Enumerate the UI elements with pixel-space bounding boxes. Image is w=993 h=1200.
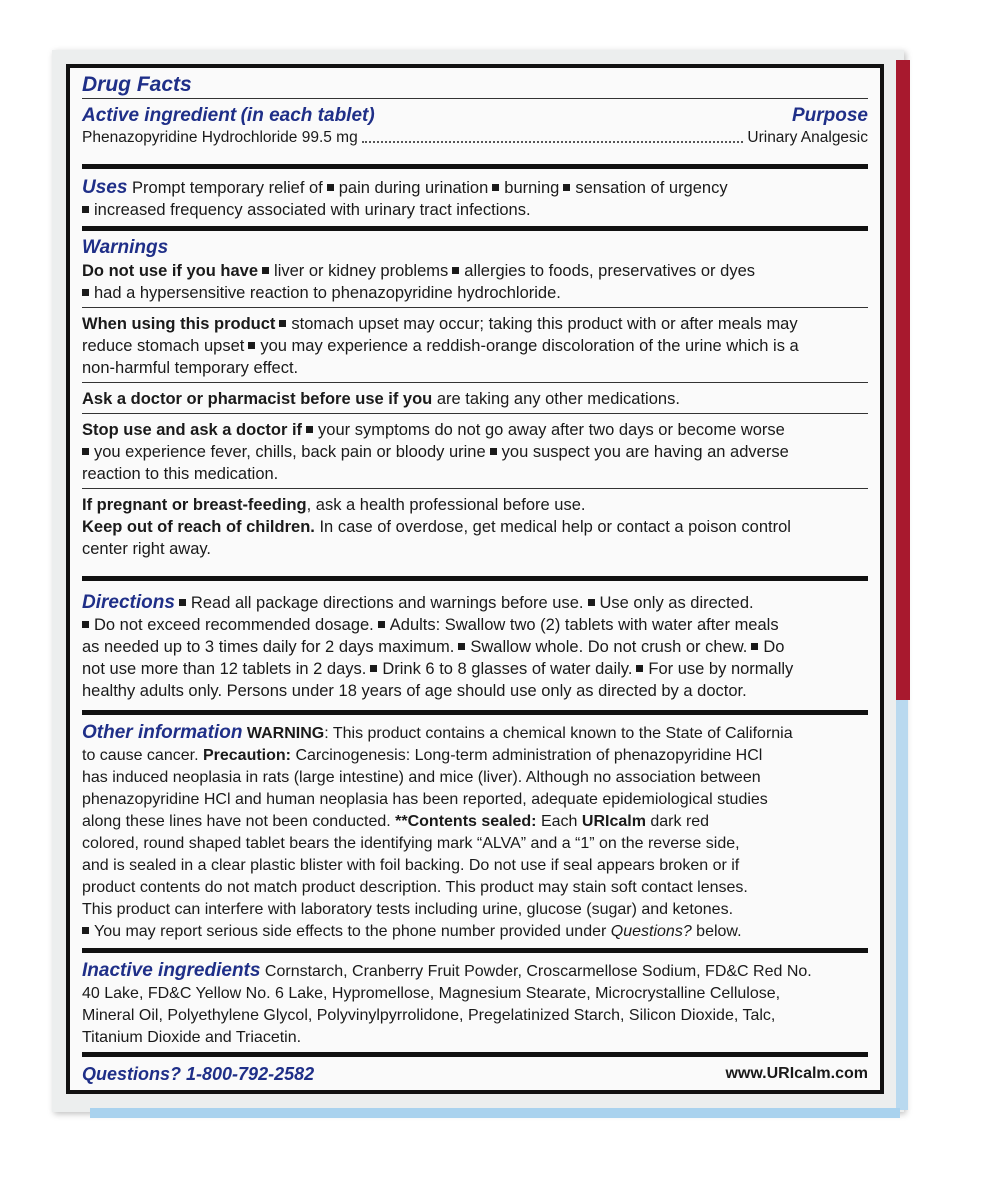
bullet-icon xyxy=(262,267,269,274)
bullet-icon xyxy=(751,643,758,650)
bullet-icon xyxy=(370,665,377,672)
other-information-section: Other information WARNING: This product contains a chemical known to the State of California to cause cancer. Precaution: Carcinogenesis: Long-term administration of phenazopyridine HCl has induced neoplasia in rats (large intestine) and mice (liver). Although no association between phenazopyridine HCl and human neoplasia has been reported, adequate epidemiological studies along these lines have not been conducted. **Contents sealed: Each URIcalm dark red colored, round shaped tablet bears the identifying mark “ALVA” and a “1” on the reverse side, and is sealed in a clear plastic blister with foil backing. Do not use if seal appears broken or if product contents do not match product description. This product may stain soft contact lenses. This product can interfere with laboratory tests including urine, glucose (sugar) and ketones. You may report serious side effects to the phone number provided under Questions? below. xyxy=(82,718,868,953)
bullet-icon xyxy=(306,426,313,433)
inactive-ingredients-section: Inactive ingredients Cornstarch, Cranberry Fruit Powder, Croscarmellose Sodium, FD&C Red No. 40 Lake, FD&C Yellow No. 6 Lake, Hypromellose, Magnesium Stearate, Microcrystalline Cellulose, Mineral Oil, Polyethylene Glycol, Polyvinylpyrrolidone, Pregelatinized Starch, Silicon Dioxide, Talc, Titanium Dioxide and Triacetin. xyxy=(82,956,868,1057)
other-information-heading: Other information xyxy=(82,722,243,743)
bullet-icon xyxy=(563,184,570,191)
inactive-ingredients-heading: Inactive ingredients xyxy=(82,960,261,981)
bullet-icon xyxy=(458,643,465,650)
uses-heading: Uses xyxy=(82,177,128,198)
questions-section xyxy=(82,1060,868,1088)
bullet-icon xyxy=(588,599,595,606)
website-link: www.URIcalm.com xyxy=(725,1065,868,1082)
directions-section: Directions Read all package directions and warnings before use. Use only as directed. Do not exceed recommended dosage. Adults: Swallow two (2) tablets with water after meals as needed up to 3 times daily for 2 days maximum. Swallow whole. Do not crush or chew. Do not use more than 12 tablets in 2 days. Drink 6 to 8 glasses of water daily. For use by normally healthy adults only. Persons under 18 years of age should use only as directed by a doctor. xyxy=(82,586,868,715)
when-using-block: When using this product stomach upset may occur; taking this product with or after meals may reduce stomach upset you may experience a reddish-orange discoloration of the urine which is a non-harmful temporary effect. xyxy=(82,308,868,383)
bullet-icon xyxy=(378,621,385,628)
bullet-icon xyxy=(179,599,186,606)
active-ingredient-section xyxy=(82,72,868,169)
bullet-icon xyxy=(327,184,334,191)
active-ingredient-note: (in each tablet) xyxy=(240,105,375,126)
ingredient-name: Phenazopyridine Hydrochloride 99.5 mg xyxy=(82,129,358,146)
bullet-icon xyxy=(248,342,255,349)
ingredient-purpose: Urinary Analgesic xyxy=(747,129,868,146)
ingredient-row xyxy=(82,127,868,149)
bullet-icon xyxy=(636,665,643,672)
drug-facts-title: Drug Facts xyxy=(82,72,868,99)
bullet-icon xyxy=(82,927,89,934)
purpose-heading: Purpose xyxy=(791,105,868,126)
box-blue-bottom xyxy=(90,1108,900,1118)
warnings-heading: Warnings xyxy=(82,237,169,258)
leader-dots xyxy=(362,141,744,143)
pregnant-block: If pregnant or breast-feeding, ask a health professional before use. Keep out of reach of children. In case of overdose, get medical help or contact a poison control center right away. xyxy=(82,496,791,558)
bullet-icon xyxy=(490,448,497,455)
active-ingredient-heading: Active ingredient xyxy=(82,105,237,126)
bullet-icon xyxy=(82,289,89,296)
box-blue-edge xyxy=(896,700,908,1110)
questions-phone: Questions? 1-800-792-2582 xyxy=(82,1063,315,1084)
warnings-section xyxy=(82,234,868,580)
bullet-icon xyxy=(452,267,459,274)
divider xyxy=(82,576,868,581)
bullet-icon xyxy=(492,184,499,191)
ask-doctor-block: Ask a doctor or pharmacist before use if you are taking any other medications. xyxy=(82,383,868,414)
uses-section: Uses Prompt temporary relief of pain during urination burning sensation of urgency increased frequency associated with urinary tract infections. xyxy=(82,172,868,231)
bullet-icon xyxy=(82,448,89,455)
stop-use-block: Stop use and ask a doctor if your symptoms do not go away after two days or become worse you experience fever, chills, back pain or bloody urine you suspect you are having an adverse reaction to this medication. xyxy=(82,414,868,489)
bullet-icon xyxy=(279,320,286,327)
brand-name: URIcalm xyxy=(581,813,646,830)
bullet-icon xyxy=(82,206,89,213)
box-red-edge xyxy=(896,60,910,700)
drug-facts-panel xyxy=(66,64,884,1094)
bullet-icon xyxy=(82,621,89,628)
directions-heading: Directions xyxy=(82,592,175,613)
do-not-use-block: Do not use if you have liver or kidney problems allergies to foods, preservatives or dyes had a hypersensitive reaction to phenazopyridine hydrochloride. xyxy=(82,260,868,308)
